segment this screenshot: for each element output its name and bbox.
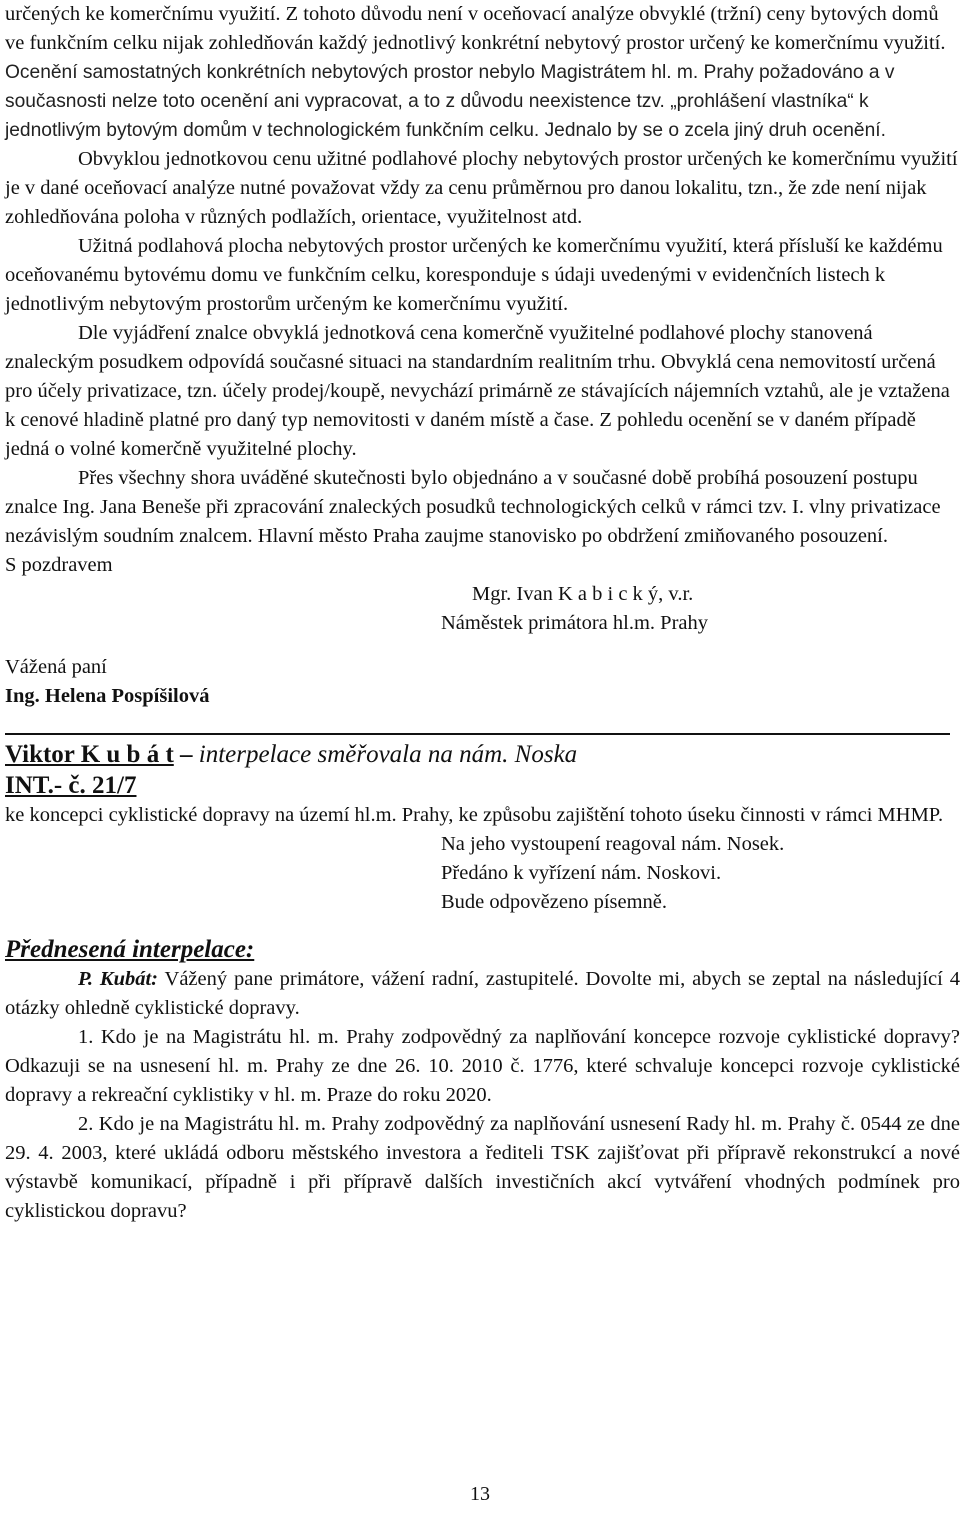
interpellation-intro: Vážený pane primátore, vážení radní, zastupitelé. Dovolte mi, abych se zeptal na následující 4 otázky ohledně cyklistické dopravy. <box>5 968 960 1019</box>
section-divider <box>5 733 950 735</box>
closing-greeting: S pozdravem <box>5 554 113 576</box>
addressee-salutation: Vážená paní <box>5 656 107 678</box>
paragraph-review: Přes všechny shora uváděné skutečnosti bylo objednáno a v současné době probíhá posouzení postupu znalce Ing. Jana Beneše při zpracování znaleckých posudků technologických celků v rámci tzv. I. vlny privatizace nezávislým soudním znalcem. Hlavní město Praha zaujme stanovisko po obdržení zmiňovaného posouzení. <box>5 467 941 547</box>
paragraph-expert-statement: Dle vyjádření znalce obvyklá jednotková cena komerčně využitelné podlahové plochy stanovená znaleckým posudkem odpovídá současné situaci na standardním realitním trhu. Obvyklá cena nemovitostí určená pro účely privatizace, tzn. účely prodej/koupě, nevychází primárně ze stávajících nájemních vztahů, ale je vztažena k cenové hladině platné pro daný typ nemovitosti v daném místě a čase. Z pohledu ocenění se v daném případě jedná o volné komerčně využitelné plochy. <box>5 322 950 460</box>
addressee-name: Ing. Helena Pospíšilová <box>5 685 210 707</box>
continuation-serif-text: určených ke komerčnímu využití. Z tohoto důvodu není v oceňovací analýze obvyklé (tržní) ceny bytových domů ve funkčním celku nijak zohledňován každý jednotlivý konkrétní nebytový prostor určený ke komerčnímu využití. <box>5 3 946 54</box>
page-number: 13 <box>470 1483 490 1505</box>
interpellation-author: Viktor K u b á t <box>5 741 174 768</box>
continuation-sans-text: Ocenění samostatných konkrétních nebytových prostor nebylo Magistrátem hl. m. Prahy požadováno a v současnosti nelze toto ocenění ani vypracovat, a to z důvodu neexistence tzv. „prohlášení vlastníka“ k jednotlivým bytovým domům v technologickém funkčním celku. Jednalo by se o zcela jiný druh ocenění. <box>5 62 895 141</box>
document-page <box>5 0 960 1226</box>
question-1: 1. Kdo je na Magistrátu hl. m. Prahy zodpovědný za naplňování koncepce rozvoje cyklistické dopravy? Odkazuji se na usnesení hl. m. Prahy ze dne 26. 10. 2010 č. 1776, které schvaluje koncepci rozvoje cyklistické dopravy a rekreační cyklistiky v hl. m. Praze do roku 2020. <box>5 1026 960 1106</box>
outcome-line: Předáno k vyřízení nám. Noskovi. <box>441 862 722 884</box>
presented-heading: Přednesená interpelace: <box>5 936 255 963</box>
outcome-line: Na jeho vystoupení reagoval nám. Nosek. <box>441 833 785 855</box>
interpellation-directed: interpelace směřovala na nám. Noska <box>198 741 578 768</box>
signatory-name: Mgr. Ivan K a b i c k ý, v.r. <box>472 583 694 605</box>
paragraph-unit-price: Obvyklou jednotkovou cenu užitné podlahové plochy nebytových prostor určených ke komerčnímu využití je v dané oceňovací analýze nutné považovat vždy za cenu průměrnou pro danou lokalitu, tzn., že zde není nijak zohledňována poloha v různých podlažích, orientace, využitelnost atd. <box>5 148 958 228</box>
signatory-role: Náměstek primátora hl.m. Prahy <box>441 612 709 634</box>
interpellation-number: INT.- č. 21/7 <box>5 772 137 799</box>
interpellation-intro-paragraph <box>5 965 960 1023</box>
continuation-paragraph <box>5 0 960 145</box>
interpellation-subject: ke koncepci cyklistické dopravy na území hl.m. Prahy, ke způsobu zajištění tohoto úseku činnosti v rámci MHMP. <box>5 804 944 826</box>
author-dash: – <box>173 741 199 768</box>
interpellation-author-line <box>5 739 960 771</box>
paragraph-floor-area: Užitná podlahová plocha nebytových prostor určených ke komerčnímu využití, která přísluší ke každému oceňovanému bytovému domu ve funkčním celku, koresponduje s údaji uvedenými v evidenčních listech k jednotlivým nebytovým prostorům určeným ke komerčnímu využití. <box>5 235 943 315</box>
outcome-line: Bude odpovězeno písemně. <box>441 891 668 913</box>
speaker-name: P. Kubát: <box>78 968 158 990</box>
question-2: 2. Kdo je na Magistrátu hl. m. Prahy zodpovědný za naplňování usnesení Rady hl. m. Prahy č. 0544 ze dne 29. 4. 2003, které ukládá odboru městského investora a řediteli TSK zajišťovat při přípravě rekonstrukcí a nové výstavbě komunikací, případně i při přípravě dalších investičních akcí vytváření vhodných podmínek pro cyklistickou dopravu? <box>5 1113 960 1222</box>
